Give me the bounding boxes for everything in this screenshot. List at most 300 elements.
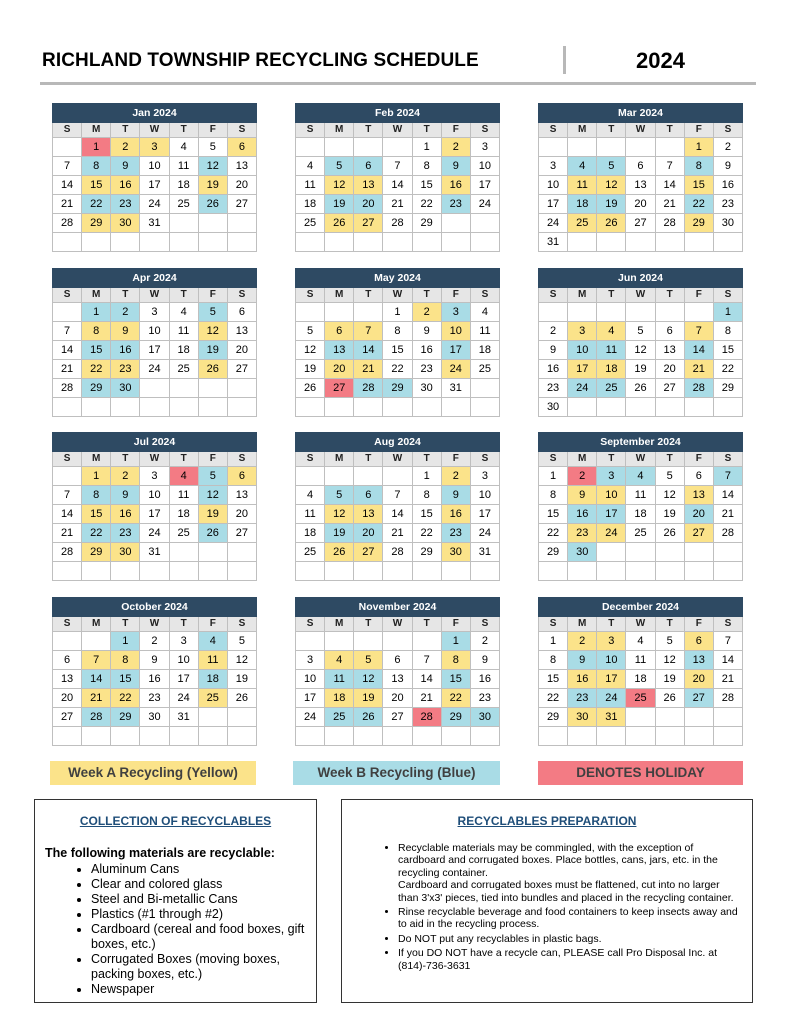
- month-days-grid: [52, 452, 257, 581]
- day-cell: 4: [568, 157, 597, 176]
- weekday-header: W: [383, 617, 412, 632]
- day-cell: 11: [626, 651, 655, 670]
- empty-day-cell: [685, 562, 714, 581]
- day-cell: 21: [685, 360, 714, 379]
- day-cell: 31: [597, 708, 626, 727]
- empty-day-cell: [656, 708, 685, 727]
- day-cell: 26: [199, 524, 228, 543]
- empty-day-cell: [296, 467, 325, 486]
- empty-day-cell: [53, 398, 82, 417]
- weekday-header: T: [111, 617, 140, 632]
- page-year: 2024: [636, 48, 685, 73]
- day-cell: 17: [539, 195, 568, 214]
- day-cell: 21: [656, 195, 685, 214]
- day-cell: 13: [685, 651, 714, 670]
- weekday-header: S: [471, 617, 500, 632]
- day-cell: 10: [471, 486, 500, 505]
- month-calendar: [295, 432, 500, 581]
- day-cell: 24: [170, 689, 199, 708]
- weekday-header: T: [413, 123, 442, 138]
- list-item: [398, 842, 742, 904]
- month-calendar: [52, 268, 257, 417]
- empty-day-cell: [471, 214, 500, 233]
- empty-day-cell: [228, 708, 257, 727]
- empty-day-cell: [140, 379, 169, 398]
- empty-day-cell: [568, 562, 597, 581]
- day-cell: 4: [626, 632, 655, 651]
- weekday-header: T: [597, 452, 626, 467]
- day-cell: 10: [140, 322, 169, 341]
- empty-day-cell: [170, 214, 199, 233]
- day-cell: 12: [325, 176, 354, 195]
- day-cell: 18: [296, 195, 325, 214]
- day-cell: 17: [170, 670, 199, 689]
- weekday-header: W: [626, 617, 655, 632]
- empty-day-cell: [140, 233, 169, 252]
- day-cell: 21: [354, 360, 383, 379]
- day-cell: 7: [383, 157, 412, 176]
- day-cell: 29: [82, 379, 111, 398]
- day-cell: 19: [597, 195, 626, 214]
- day-cell: 29: [539, 708, 568, 727]
- weekday-header: W: [140, 123, 169, 138]
- day-cell: 29: [413, 214, 442, 233]
- weekday-header: S: [53, 123, 82, 138]
- day-cell: 9: [442, 157, 471, 176]
- day-cell: 4: [296, 157, 325, 176]
- day-cell: 10: [296, 670, 325, 689]
- day-cell: 16: [413, 341, 442, 360]
- day-cell: 8: [539, 651, 568, 670]
- weekday-header: W: [140, 617, 169, 632]
- weekday-header: F: [685, 123, 714, 138]
- day-cell: 30: [471, 708, 500, 727]
- weekday-header: T: [111, 123, 140, 138]
- empty-day-cell: [199, 214, 228, 233]
- weekday-header: T: [413, 617, 442, 632]
- empty-day-cell: [597, 562, 626, 581]
- empty-day-cell: [656, 562, 685, 581]
- day-cell: 24: [597, 689, 626, 708]
- empty-day-cell: [383, 632, 412, 651]
- day-cell: 24: [140, 360, 169, 379]
- day-cell: 31: [170, 708, 199, 727]
- day-cell: 26: [597, 214, 626, 233]
- day-cell: 1: [82, 467, 111, 486]
- day-cell: 20: [228, 176, 257, 195]
- weekday-header: S: [539, 123, 568, 138]
- empty-day-cell: [199, 233, 228, 252]
- month-title: Aug 2024: [295, 432, 500, 452]
- day-cell: 30: [714, 214, 743, 233]
- empty-day-cell: [383, 233, 412, 252]
- day-cell: 5: [597, 157, 626, 176]
- list-item: • Corrugated Boxes (moving boxes, packing boxes, etc.): [91, 952, 316, 982]
- list-item: • Rinse recyclable beverage and food containers to keep insects away and to aid in the recycling process.: [398, 906, 742, 931]
- day-cell: 16: [111, 505, 140, 524]
- day-cell: 26: [354, 708, 383, 727]
- day-cell: 2: [140, 632, 169, 651]
- empty-day-cell: [111, 562, 140, 581]
- weekday-header: S: [228, 452, 257, 467]
- list-item: • Steel and Bi-metallic Cans: [91, 892, 316, 907]
- empty-day-cell: [82, 233, 111, 252]
- month-days-grid: [295, 617, 500, 746]
- day-cell: 15: [413, 176, 442, 195]
- day-cell: 12: [199, 486, 228, 505]
- weekday-header: M: [568, 617, 597, 632]
- day-cell: 21: [383, 524, 412, 543]
- empty-day-cell: [82, 727, 111, 746]
- empty-day-cell: [626, 562, 655, 581]
- empty-day-cell: [140, 398, 169, 417]
- day-cell: 17: [140, 176, 169, 195]
- day-cell: 15: [539, 505, 568, 524]
- empty-day-cell: [413, 562, 442, 581]
- month-title: September 2024: [538, 432, 743, 452]
- day-cell: 27: [685, 689, 714, 708]
- weekday-header: F: [685, 617, 714, 632]
- day-cell: 2: [568, 467, 597, 486]
- day-cell: 4: [597, 322, 626, 341]
- day-cell: 22: [685, 195, 714, 214]
- month-title: Jun 2024: [538, 268, 743, 288]
- day-cell: 2: [111, 303, 140, 322]
- empty-day-cell: [170, 727, 199, 746]
- day-cell: 28: [53, 379, 82, 398]
- empty-day-cell: [597, 727, 626, 746]
- empty-day-cell: [170, 562, 199, 581]
- empty-day-cell: [656, 138, 685, 157]
- empty-day-cell: [539, 138, 568, 157]
- day-cell: 21: [714, 505, 743, 524]
- list-item: • Cardboard (cereal and food boxes, gift boxes, etc.): [91, 922, 316, 952]
- day-cell: 25: [296, 543, 325, 562]
- empty-day-cell: [685, 398, 714, 417]
- day-cell: 14: [53, 505, 82, 524]
- empty-day-cell: [170, 379, 199, 398]
- empty-day-cell: [714, 398, 743, 417]
- day-cell: 8: [413, 486, 442, 505]
- day-cell: 4: [471, 303, 500, 322]
- day-cell: 23: [714, 195, 743, 214]
- day-cell: 24: [442, 360, 471, 379]
- day-cell: 12: [656, 651, 685, 670]
- empty-day-cell: [568, 303, 597, 322]
- empty-day-cell: [325, 632, 354, 651]
- day-cell: 29: [383, 379, 412, 398]
- empty-day-cell: [199, 562, 228, 581]
- empty-day-cell: [568, 398, 597, 417]
- day-cell: 5: [325, 157, 354, 176]
- empty-day-cell: [354, 562, 383, 581]
- empty-day-cell: [228, 562, 257, 581]
- day-cell: 25: [325, 708, 354, 727]
- empty-day-cell: [53, 303, 82, 322]
- month-calendar: [538, 268, 743, 417]
- empty-day-cell: [714, 543, 743, 562]
- day-cell: 24: [140, 524, 169, 543]
- month-calendar: [52, 103, 257, 252]
- day-cell: 14: [714, 651, 743, 670]
- month-calendar: [538, 432, 743, 581]
- empty-day-cell: [383, 727, 412, 746]
- day-cell: 25: [471, 360, 500, 379]
- empty-day-cell: [228, 379, 257, 398]
- weekday-header: T: [170, 288, 199, 303]
- day-cell: 31: [140, 214, 169, 233]
- day-cell: 14: [82, 670, 111, 689]
- weekday-header: W: [383, 123, 412, 138]
- day-cell: 4: [170, 467, 199, 486]
- day-cell: 21: [53, 524, 82, 543]
- day-cell: 6: [325, 322, 354, 341]
- day-cell: 2: [111, 467, 140, 486]
- month-days-grid: [538, 123, 743, 252]
- empty-day-cell: [296, 727, 325, 746]
- day-cell: 10: [140, 157, 169, 176]
- day-cell: 24: [539, 214, 568, 233]
- month-title: Feb 2024: [295, 103, 500, 123]
- day-cell: 3: [568, 322, 597, 341]
- day-cell: 21: [53, 360, 82, 379]
- day-cell: 18: [325, 689, 354, 708]
- day-cell: 3: [140, 138, 169, 157]
- day-cell: 20: [228, 341, 257, 360]
- day-cell: 7: [714, 467, 743, 486]
- day-cell: 23: [111, 360, 140, 379]
- preparation-title: RECYCLABLES PREPARATION: [457, 814, 637, 828]
- day-cell: 22: [82, 195, 111, 214]
- day-cell: 29: [442, 708, 471, 727]
- day-cell: 14: [413, 670, 442, 689]
- empty-day-cell: [471, 398, 500, 417]
- weekday-header: T: [354, 452, 383, 467]
- empty-day-cell: [656, 727, 685, 746]
- day-cell: 2: [471, 632, 500, 651]
- day-cell: 11: [296, 176, 325, 195]
- weekday-header: T: [170, 617, 199, 632]
- weekday-header: T: [656, 452, 685, 467]
- day-cell: 23: [568, 524, 597, 543]
- day-cell: 15: [82, 176, 111, 195]
- day-cell: 28: [714, 524, 743, 543]
- day-cell: 13: [228, 322, 257, 341]
- day-cell: 25: [170, 360, 199, 379]
- day-cell: 6: [228, 303, 257, 322]
- month-title: Jan 2024: [52, 103, 257, 123]
- empty-day-cell: [597, 398, 626, 417]
- empty-day-cell: [140, 562, 169, 581]
- day-cell: 27: [656, 379, 685, 398]
- month-days-grid: [52, 123, 257, 252]
- day-cell: 28: [53, 543, 82, 562]
- weekday-header: S: [471, 452, 500, 467]
- empty-day-cell: [199, 379, 228, 398]
- day-cell: 8: [442, 651, 471, 670]
- empty-day-cell: [685, 233, 714, 252]
- empty-day-cell: [111, 398, 140, 417]
- day-cell: 3: [539, 157, 568, 176]
- day-cell: 13: [228, 157, 257, 176]
- day-cell: 8: [539, 486, 568, 505]
- day-cell: 8: [383, 322, 412, 341]
- month-days-grid: [52, 617, 257, 746]
- empty-day-cell: [296, 398, 325, 417]
- day-cell: 22: [539, 689, 568, 708]
- day-cell: 17: [140, 341, 169, 360]
- day-cell: 21: [82, 689, 111, 708]
- day-cell: 4: [626, 467, 655, 486]
- day-cell: 7: [82, 651, 111, 670]
- day-cell: 7: [53, 322, 82, 341]
- weekday-header: F: [199, 617, 228, 632]
- collection-intro: The following materials are recyclable:: [45, 846, 275, 860]
- day-cell: 30: [140, 708, 169, 727]
- empty-day-cell: [170, 233, 199, 252]
- day-cell: 5: [228, 632, 257, 651]
- day-cell: 20: [53, 689, 82, 708]
- day-cell: 21: [413, 689, 442, 708]
- weekday-header: F: [199, 123, 228, 138]
- day-cell: 27: [228, 360, 257, 379]
- day-cell: 30: [413, 379, 442, 398]
- day-cell: 2: [442, 467, 471, 486]
- day-cell: 27: [626, 214, 655, 233]
- day-cell: 29: [111, 708, 140, 727]
- day-cell: 10: [597, 651, 626, 670]
- day-cell: 1: [383, 303, 412, 322]
- day-cell: 16: [442, 176, 471, 195]
- legend-holiday: DENOTES HOLIDAY: [538, 761, 743, 785]
- weekday-header: T: [413, 452, 442, 467]
- empty-day-cell: [325, 303, 354, 322]
- empty-day-cell: [442, 398, 471, 417]
- weekday-header: F: [685, 288, 714, 303]
- day-cell: 15: [111, 670, 140, 689]
- day-cell: 23: [568, 689, 597, 708]
- weekday-header: M: [325, 123, 354, 138]
- day-cell: 19: [325, 524, 354, 543]
- day-cell: 24: [140, 195, 169, 214]
- empty-day-cell: [325, 233, 354, 252]
- day-cell: 28: [413, 708, 442, 727]
- empty-day-cell: [539, 303, 568, 322]
- month-title: October 2024: [52, 597, 257, 617]
- weekday-header: S: [471, 123, 500, 138]
- day-cell: 21: [714, 670, 743, 689]
- empty-day-cell: [325, 138, 354, 157]
- day-cell: 24: [568, 379, 597, 398]
- day-cell: 10: [471, 157, 500, 176]
- weekday-header: M: [82, 452, 111, 467]
- day-cell: 12: [199, 322, 228, 341]
- weekday-header: F: [199, 452, 228, 467]
- weekday-header: S: [714, 288, 743, 303]
- empty-day-cell: [413, 233, 442, 252]
- month-title: December 2024: [538, 597, 743, 617]
- materials-list: [35, 862, 316, 997]
- weekday-header: T: [597, 288, 626, 303]
- day-cell: 17: [597, 505, 626, 524]
- empty-day-cell: [296, 562, 325, 581]
- empty-day-cell: [228, 398, 257, 417]
- day-cell: 11: [296, 505, 325, 524]
- day-cell: 30: [111, 214, 140, 233]
- day-cell: 24: [597, 524, 626, 543]
- day-cell: 5: [354, 651, 383, 670]
- empty-day-cell: [199, 727, 228, 746]
- day-cell: 10: [568, 341, 597, 360]
- day-cell: 25: [626, 524, 655, 543]
- empty-day-cell: [383, 398, 412, 417]
- day-cell: 19: [656, 670, 685, 689]
- empty-day-cell: [111, 233, 140, 252]
- empty-day-cell: [656, 233, 685, 252]
- empty-day-cell: [325, 562, 354, 581]
- day-cell: 30: [111, 543, 140, 562]
- day-cell: 22: [413, 195, 442, 214]
- day-cell: 25: [568, 214, 597, 233]
- day-cell: 7: [383, 486, 412, 505]
- day-cell: 10: [597, 486, 626, 505]
- day-cell: 14: [53, 341, 82, 360]
- day-cell: 30: [111, 379, 140, 398]
- day-cell: 17: [597, 670, 626, 689]
- day-cell: 10: [442, 322, 471, 341]
- day-cell: 8: [714, 322, 743, 341]
- empty-day-cell: [471, 233, 500, 252]
- day-cell: 1: [413, 138, 442, 157]
- day-cell: 14: [53, 176, 82, 195]
- day-cell: 1: [714, 303, 743, 322]
- month-calendar: [52, 597, 257, 746]
- day-cell: 24: [296, 708, 325, 727]
- empty-day-cell: [296, 233, 325, 252]
- empty-day-cell: [325, 398, 354, 417]
- weekday-header: S: [296, 452, 325, 467]
- month-days-grid: [538, 288, 743, 417]
- day-cell: 11: [170, 486, 199, 505]
- weekday-header: F: [685, 452, 714, 467]
- list-item: • If you DO NOT have a recycle can, PLEASE call Pro Disposal Inc. at (814)-736-3631: [398, 947, 742, 972]
- day-cell: 18: [199, 670, 228, 689]
- day-cell: 6: [228, 138, 257, 157]
- day-cell: 19: [228, 670, 257, 689]
- header-separator: [563, 46, 566, 74]
- empty-day-cell: [626, 398, 655, 417]
- day-cell: 15: [539, 670, 568, 689]
- day-cell: 14: [383, 176, 412, 195]
- day-cell: 5: [199, 138, 228, 157]
- day-cell: 11: [199, 651, 228, 670]
- empty-day-cell: [325, 467, 354, 486]
- day-cell: 28: [53, 214, 82, 233]
- empty-day-cell: [568, 727, 597, 746]
- weekday-header: M: [82, 123, 111, 138]
- day-cell: 19: [626, 360, 655, 379]
- empty-day-cell: [685, 727, 714, 746]
- day-cell: 2: [111, 138, 140, 157]
- month-calendar: [52, 432, 257, 581]
- empty-day-cell: [597, 543, 626, 562]
- weekday-header: M: [82, 617, 111, 632]
- day-cell: 31: [140, 543, 169, 562]
- day-cell: 26: [199, 195, 228, 214]
- weekday-header: M: [568, 288, 597, 303]
- weekday-header: S: [53, 617, 82, 632]
- month-calendar: [538, 597, 743, 746]
